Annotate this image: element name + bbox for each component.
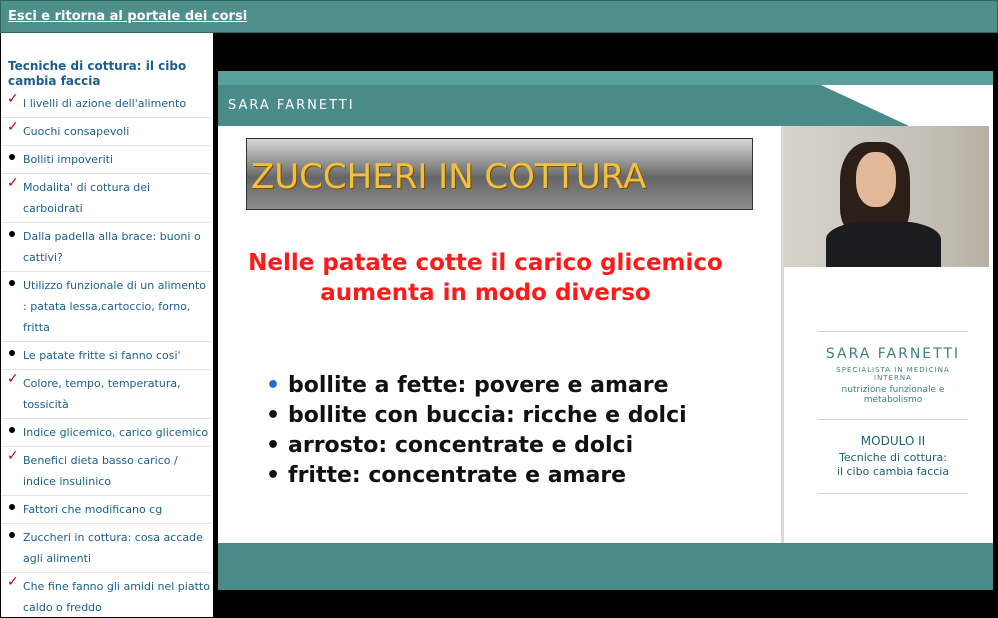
slide-bullet-list xyxy=(266,371,687,491)
lesson-list xyxy=(1,90,213,618)
pending-dot-icon xyxy=(9,154,15,160)
lesson-item-label[interactable]: Zuccheri in cottura: cosa accade agli alimenti xyxy=(23,531,203,565)
card-module-number: MODULO II xyxy=(860,434,926,448)
completed-check-icon: ✓ xyxy=(7,175,19,191)
slide-header-band xyxy=(218,71,993,126)
pending-dot-icon xyxy=(9,504,15,510)
completed-check-icon: ✓ xyxy=(7,119,19,135)
card-divider xyxy=(818,493,968,494)
presenter-face xyxy=(856,152,896,207)
completed-check-icon: ✓ xyxy=(7,448,19,464)
lesson-item-label[interactable]: Indice glicemico, carico glicemico xyxy=(23,426,209,439)
lesson-item-label[interactable]: Utilizzo funzionale di un alimento : patata lessa,cartoccio, forno, fritta xyxy=(23,279,207,334)
lesson-item-label[interactable]: Bolliti impoveriti xyxy=(23,153,114,166)
lesson-item[interactable] xyxy=(1,146,211,174)
lesson-item-label[interactable]: Che fine fanno gli amidi nel piatto caldo o freddo xyxy=(23,580,210,614)
slide-bullet-item: • fritte: concentrate e amare xyxy=(266,461,687,491)
lesson-item[interactable] xyxy=(1,90,211,118)
lesson-item-label[interactable]: Cuochi consapevoli xyxy=(23,125,130,138)
card-module-title: Tecniche di cottura: il cibo cambia faccia xyxy=(836,451,950,478)
slide-footer-band xyxy=(218,543,993,590)
pending-dot-icon xyxy=(9,532,15,538)
lesson-item[interactable] xyxy=(1,419,211,447)
lesson-item[interactable] xyxy=(1,272,211,342)
slide-bullet-item: • arrosto: concentrate e dolci xyxy=(266,431,687,461)
lesson-item[interactable] xyxy=(1,447,211,496)
pending-dot-icon xyxy=(9,280,15,286)
module-info-card xyxy=(818,331,968,493)
lesson-item[interactable] xyxy=(1,573,211,618)
presenter-webcam-image xyxy=(784,126,989,267)
slide-brand-text: SARA FARNETTI xyxy=(228,98,355,113)
lesson-item[interactable] xyxy=(1,342,211,370)
top-navigation-bar xyxy=(0,0,998,33)
lesson-item-label[interactable]: Benefici dieta basso carico / indice insulinico xyxy=(23,454,178,488)
slide-bullet-item: • bollite a fette: povere e amare xyxy=(266,371,687,401)
lesson-item-label[interactable]: Le patate fritte si fanno cosi' xyxy=(23,349,181,362)
bullet-dot-icon: • xyxy=(266,373,281,398)
pending-dot-icon xyxy=(9,231,15,237)
lesson-item-label[interactable]: Modalita' di cottura dei carboidrati xyxy=(23,181,151,215)
lesson-item[interactable] xyxy=(1,370,211,419)
card-tagline: nutrizione funzionale e metabolismo xyxy=(841,385,945,405)
presenter-body xyxy=(826,221,941,267)
course-title: Tecniche di cottura: il cibo cambia faccia xyxy=(8,59,187,88)
pending-dot-icon xyxy=(9,350,15,356)
bullet-dot-icon: • xyxy=(266,403,281,428)
video-player[interactable] xyxy=(214,33,998,618)
exit-to-course-portal-link[interactable]: Esci e ritorna al portale dei corsi xyxy=(8,9,248,24)
lesson-sidebar xyxy=(0,33,214,618)
presentation-slide xyxy=(218,71,993,590)
lesson-item[interactable] xyxy=(1,223,211,272)
slide-header-strip xyxy=(218,71,993,85)
lesson-item[interactable] xyxy=(1,524,211,573)
pending-dot-icon xyxy=(9,427,15,433)
lesson-item-label[interactable]: Dalla padella alla brace: buoni o cattivi? xyxy=(23,230,201,264)
lesson-item[interactable] xyxy=(1,174,211,223)
card-specialty: SPECIALISTA IN MEDICINA INTERNA xyxy=(836,366,950,382)
bullet-dot-icon: • xyxy=(266,433,281,458)
lesson-item[interactable] xyxy=(1,496,211,524)
slide-header-cutout xyxy=(783,85,993,126)
completed-check-icon: ✓ xyxy=(7,371,19,387)
lesson-item-label[interactable]: Colore, tempo, temperatura, tossicità xyxy=(23,377,181,411)
lesson-item[interactable] xyxy=(1,118,211,146)
lesson-item-label[interactable]: Fattori che modificano cg xyxy=(23,503,163,516)
bullet-dot-icon: • xyxy=(266,463,281,488)
card-brand: SARA FARNETTI xyxy=(825,346,961,362)
completed-check-icon: ✓ xyxy=(7,574,19,590)
slide-title-box xyxy=(246,138,753,210)
completed-check-icon: ✓ xyxy=(7,91,19,107)
slide-bullet-item: • bollite con buccia: ricche e dolci xyxy=(266,401,687,431)
lesson-item-label[interactable]: I livelli di azione dell'alimento xyxy=(23,97,187,110)
card-divider xyxy=(818,419,968,420)
slide-subtitle: Nelle patate cotte il carico glicemico aumenta in modo diverso xyxy=(248,250,723,306)
card-divider xyxy=(818,331,968,332)
slide-title: ZUCCHERI IN COTTURA xyxy=(251,157,647,197)
